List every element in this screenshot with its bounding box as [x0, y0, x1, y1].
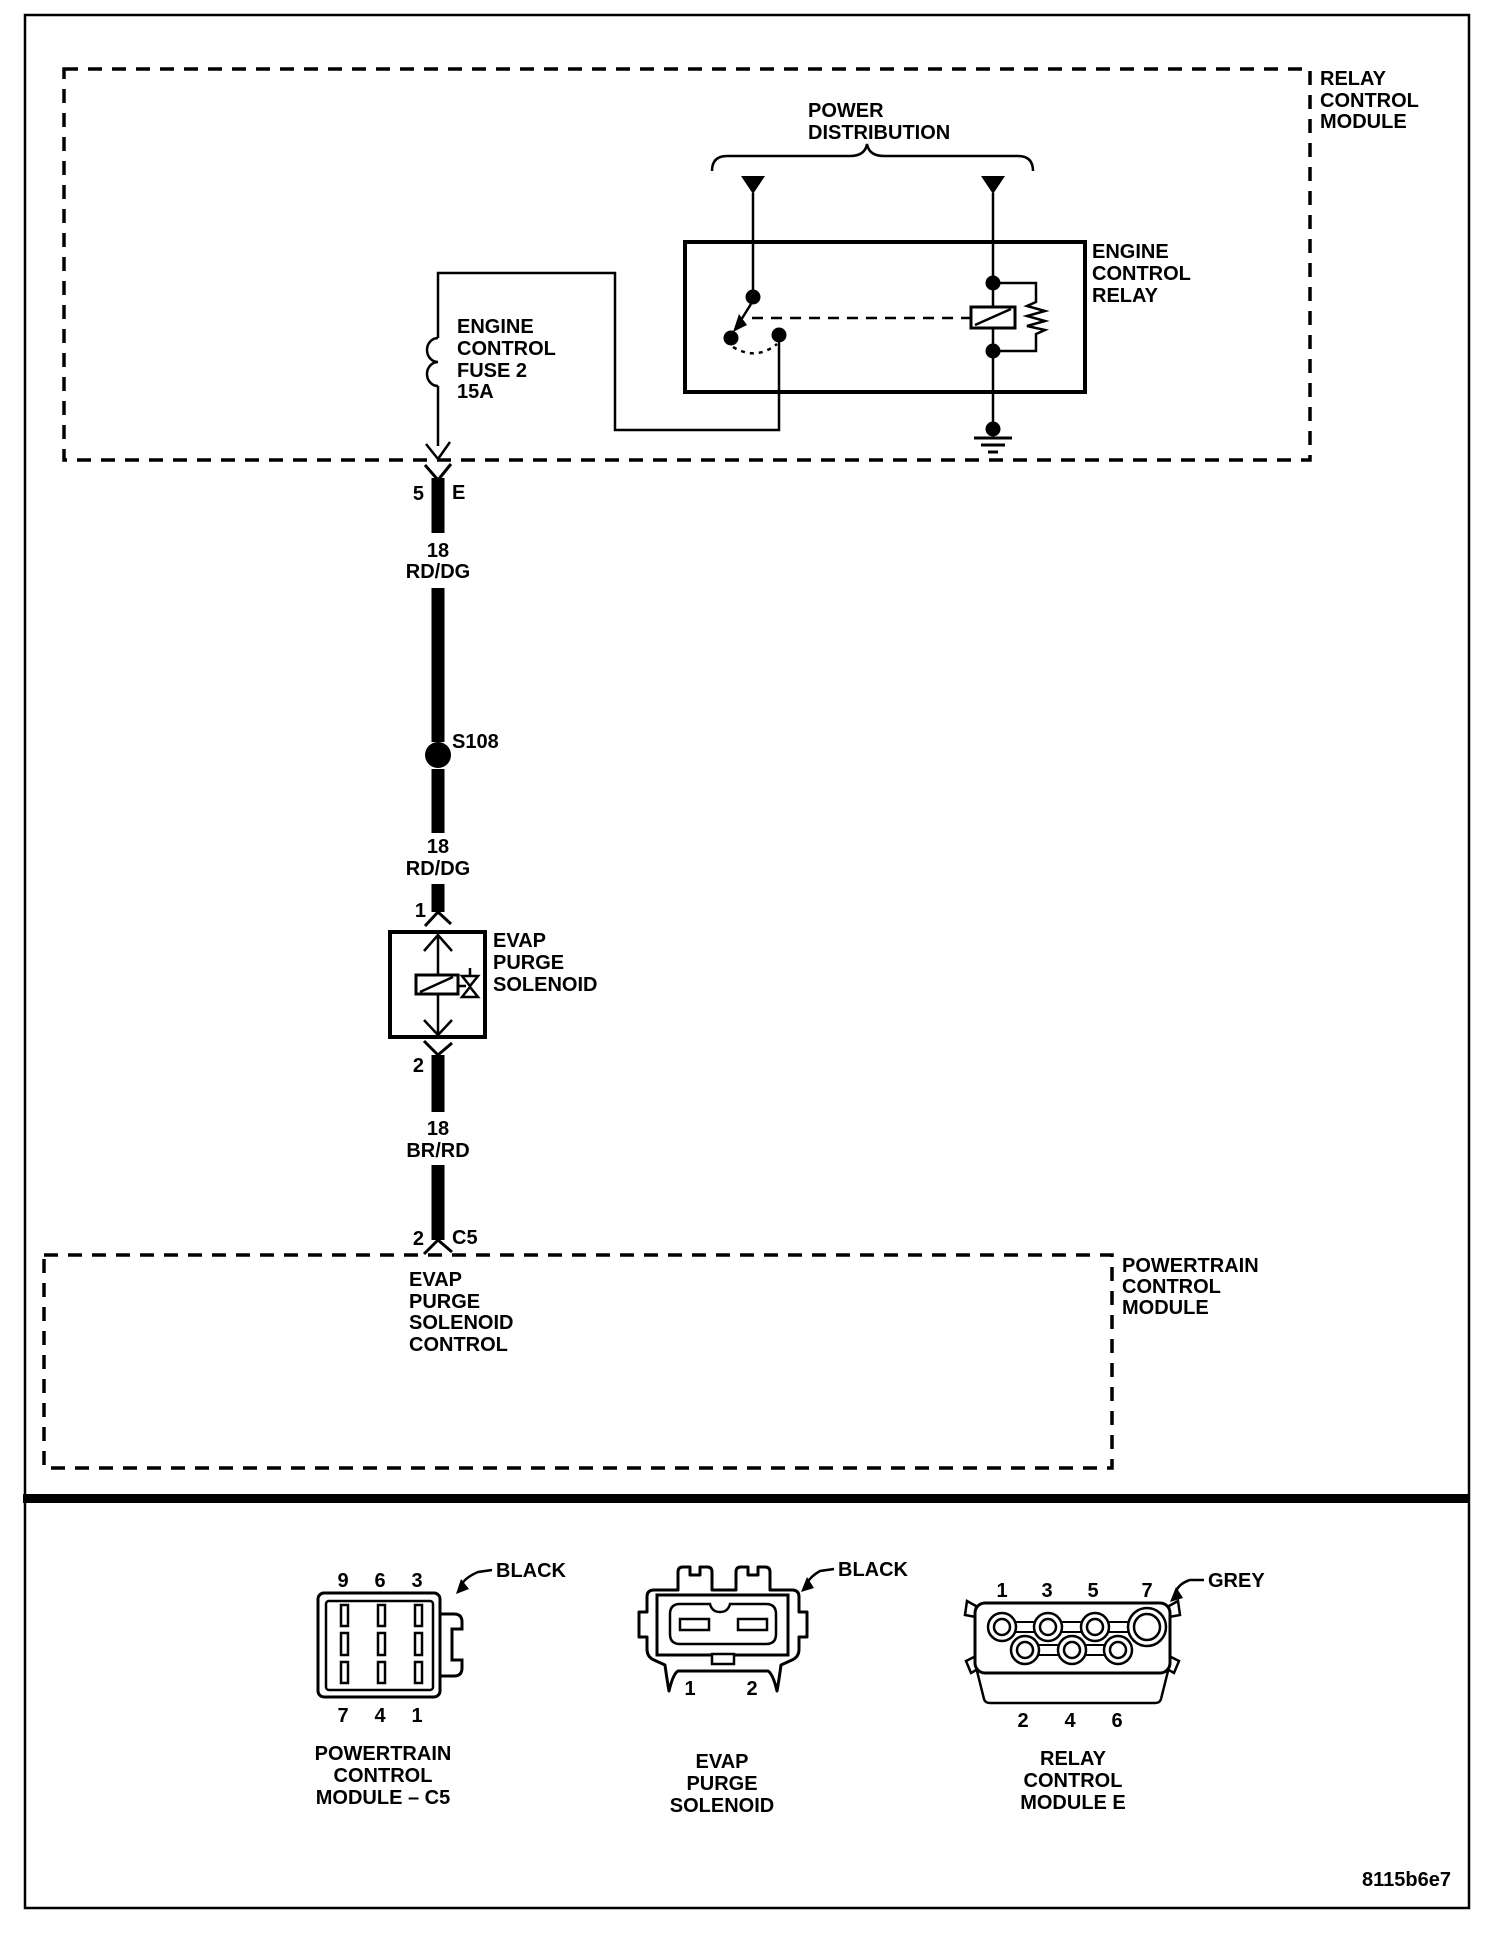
connector-name-line3: MODULE E	[1020, 1792, 1126, 1814]
power-distribution-brace	[712, 144, 1033, 171]
power-feed-left	[741, 176, 765, 291]
pin-number: 9	[337, 1570, 349, 1592]
splice-dot-icon	[425, 742, 451, 768]
engine-control-relay-label	[1092, 241, 1191, 307]
pin-number: 7	[1141, 1580, 1153, 1602]
relay-control-module-label	[1320, 68, 1419, 133]
pin-number: 1	[996, 1580, 1008, 1602]
color-callout-leader	[807, 1569, 834, 1583]
connector-name-line2: CONTROL	[333, 1765, 433, 1787]
connector-id: C5	[452, 1227, 478, 1249]
pin-number: 3	[411, 1570, 423, 1592]
connector-view-pcm-c5	[315, 1560, 567, 1809]
pcm-label-line1: POWERTRAIN	[1122, 1255, 1259, 1277]
connector-name-line1: RELAY	[1040, 1748, 1106, 1770]
connector-e	[413, 464, 465, 533]
wire-color: RD/DG	[405, 858, 471, 880]
relay-label-line3: RELAY	[1092, 285, 1158, 307]
connector-latch-icon	[440, 1614, 462, 1676]
callout-arrowhead-icon	[801, 1577, 814, 1592]
section-divider	[23, 1494, 1470, 1503]
pin-number: 6	[1111, 1710, 1123, 1732]
connector-id: E	[452, 482, 466, 504]
powertrain-control-module-box	[44, 1255, 1112, 1468]
evap-label-line2: PURGE	[493, 952, 565, 974]
solenoid-pin2-label: 2	[412, 1055, 424, 1077]
wire-gauge: 18	[426, 1118, 450, 1140]
pin-number: 4	[1064, 1710, 1076, 1732]
wire-color: BR/RD	[406, 1140, 470, 1162]
connector-name-line1: POWERTRAIN	[314, 1743, 452, 1765]
evap-label-line3: SOLENOID	[493, 974, 598, 996]
fuse-label-line3: FUSE 2	[457, 360, 528, 382]
evap-ctrl-line2: PURGE	[409, 1291, 481, 1313]
wire-gauge: 18	[426, 836, 450, 858]
pin-slot	[738, 1619, 767, 1630]
connector-color-label: BLACK	[838, 1559, 908, 1581]
evap-purge-solenoid-control-label	[409, 1269, 513, 1356]
splice-label: S108	[452, 731, 499, 753]
wire-color: RD/DG	[405, 561, 471, 583]
fuse-symbol-icon	[427, 338, 438, 386]
evap-purge-solenoid-label	[493, 930, 597, 996]
connector-color-label: BLACK	[496, 1560, 566, 1582]
relay-label-line2: CONTROL	[1092, 263, 1191, 285]
pcm-label-line3: MODULE	[1122, 1297, 1209, 1319]
pin-number: 2	[746, 1678, 758, 1700]
fuse-label-line2: CONTROL	[457, 338, 556, 360]
ground-symbol-icon	[974, 422, 1012, 453]
connector-view-rcm-e	[965, 1570, 1265, 1814]
callout-arrowhead-icon	[1170, 1587, 1183, 1602]
power-dist-line2: DISTRIBUTION	[808, 122, 951, 144]
wire-segment	[432, 478, 445, 533]
evap-solenoid-symbol	[416, 935, 478, 1035]
callout-arrowhead-icon	[456, 1579, 469, 1594]
pin-number: 2	[1017, 1710, 1029, 1732]
power-distribution-label	[808, 100, 950, 144]
connector-tick-icon	[425, 912, 451, 926]
rcm-label-line3: MODULE	[1320, 111, 1407, 133]
connector-skirt	[977, 1671, 1168, 1703]
solenoid-pin1-label: 1	[414, 900, 426, 922]
wire-gauge: 18	[426, 540, 450, 562]
wire-segment	[432, 588, 445, 742]
evap-ctrl-line3: SOLENOID	[409, 1312, 514, 1334]
rcm-label-line1: RELAY	[1320, 68, 1386, 90]
connector-tick-icon	[425, 464, 451, 480]
rcm-label-line2: CONTROL	[1320, 90, 1419, 112]
relay-label-line1: ENGINE	[1092, 241, 1169, 263]
power-arrow-icon	[981, 176, 1005, 194]
power-feed-right	[981, 176, 1005, 424]
powertrain-control-module-label	[1122, 1255, 1259, 1319]
pin-number: 1	[411, 1705, 423, 1727]
evap-label-line1: EVAP	[493, 930, 546, 952]
connector-name-line1: EVAP	[695, 1751, 749, 1773]
connector-name-line2: CONTROL	[1023, 1770, 1123, 1792]
connector-key-tab	[712, 1654, 734, 1664]
wire-segment	[432, 1165, 445, 1240]
evap-ctrl-line4: CONTROL	[409, 1334, 508, 1356]
pin-number: 6	[374, 1570, 386, 1592]
connector-c5	[413, 1227, 478, 1254]
fuse-label-line4: 15A	[457, 381, 494, 403]
power-dist-line1: POWER	[808, 100, 884, 122]
connector-tick-icon	[424, 1041, 452, 1055]
fuse-label-line1: ENGINE	[457, 316, 534, 338]
pin-number: 4	[374, 1705, 386, 1727]
connector-view-evap	[639, 1559, 909, 1817]
pin-slot	[680, 1619, 709, 1630]
pin-number: 5	[1087, 1580, 1099, 1602]
engine-control-fuse-label	[457, 316, 556, 403]
wire-segment	[432, 884, 445, 912]
pcm-label-line2: CONTROL	[1122, 1276, 1221, 1298]
connector-name-line3: MODULE – C5	[315, 1787, 451, 1809]
valve-icon	[462, 976, 478, 986]
pin-number: 1	[684, 1678, 696, 1700]
connector-name-line3: SOLENOID	[669, 1795, 775, 1817]
connector-tick-icon	[424, 1240, 452, 1254]
power-arrow-icon	[741, 176, 765, 194]
diagram-code: 8115b6e7	[1362, 1869, 1451, 1891]
connector-color-label: GREY	[1208, 1570, 1265, 1592]
relay-coil-symbol	[971, 276, 1045, 359]
connector-pin-number: 2	[412, 1228, 424, 1250]
pin-number: 3	[1041, 1580, 1053, 1602]
pin-number: 7	[337, 1705, 349, 1727]
connector-pin-number: 5	[412, 483, 424, 505]
connector-name-line2: PURGE	[686, 1773, 758, 1795]
color-callout-leader	[461, 1570, 492, 1585]
switch-arrowhead-icon	[733, 314, 747, 332]
color-callout-leader	[1176, 1580, 1204, 1591]
wire-segment	[432, 769, 445, 833]
evap-ctrl-line1: EVAP	[409, 1269, 462, 1291]
relay-switch-symbol	[724, 290, 787, 354]
wire-segment	[432, 1055, 445, 1112]
valve-icon	[462, 987, 478, 997]
